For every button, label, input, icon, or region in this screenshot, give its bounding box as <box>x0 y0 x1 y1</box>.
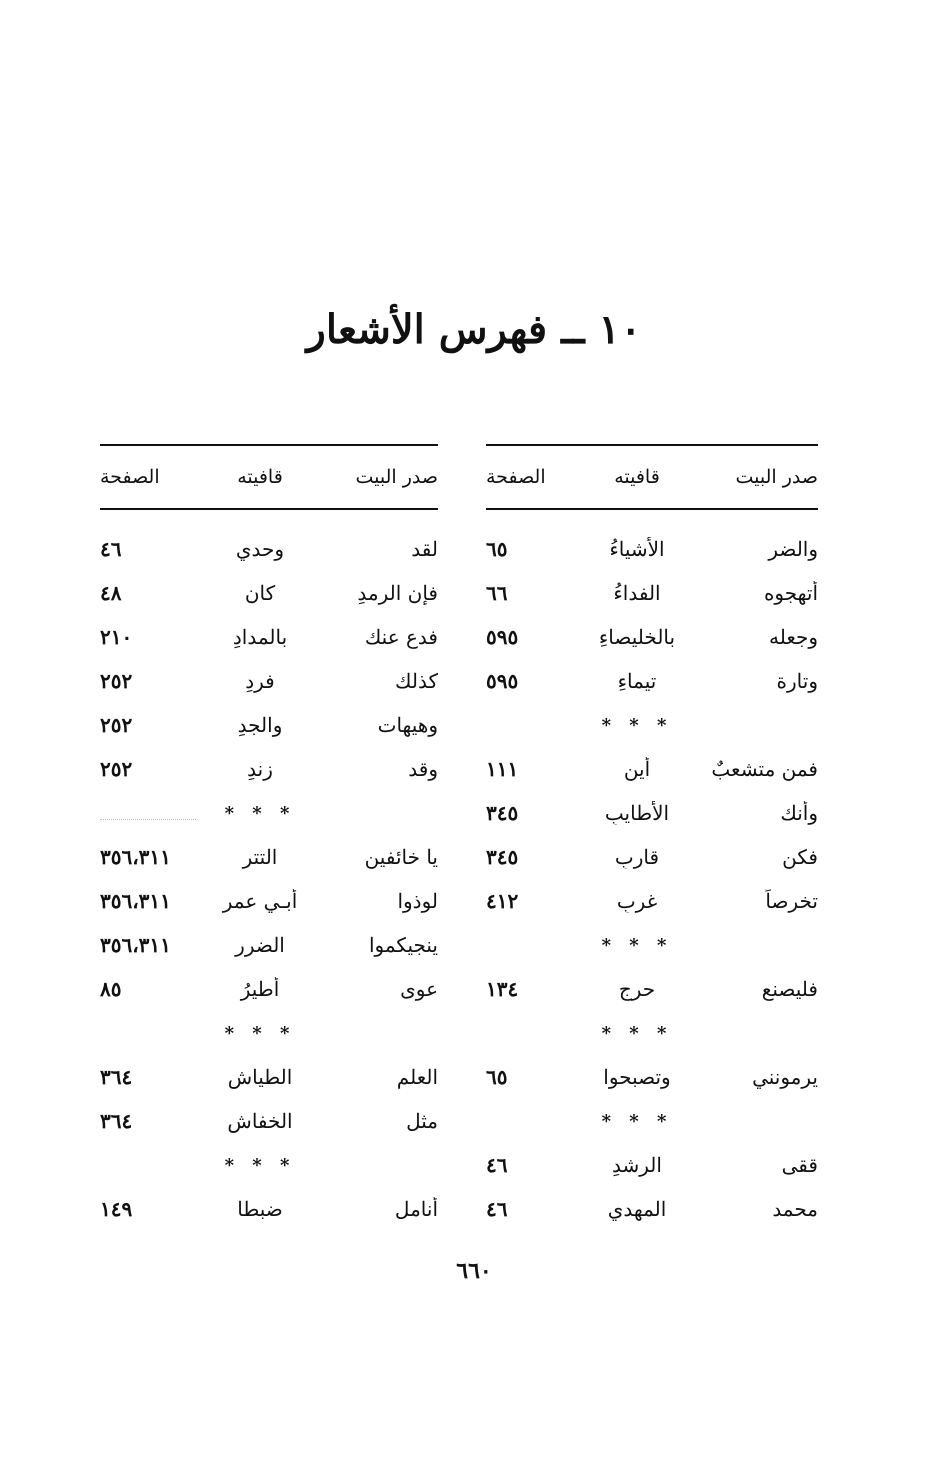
first-line-cell: ققى <box>781 1153 818 1177</box>
separator-stars: * * * <box>601 1022 673 1044</box>
column-header <box>486 446 818 508</box>
page-cell: ٣٥٦،٣١١ <box>100 845 171 869</box>
rhyme-cell: تيماءِ <box>617 669 657 693</box>
page-cell: ٥٩٥ <box>486 625 519 649</box>
first-line-cell: وهيهات <box>377 713 438 737</box>
separator-row <box>486 923 818 967</box>
poetry-index-column-left <box>100 444 438 1231</box>
rhyme-cell: ضبطا <box>237 1197 283 1221</box>
separator-stars: * * * <box>601 1110 673 1132</box>
rhyme-cell: حرجِ <box>618 977 656 1001</box>
index-rows <box>486 510 818 1231</box>
rhyme-cell: التترِ <box>242 845 278 869</box>
separator-row <box>486 703 818 747</box>
first-line-cell: محمد <box>772 1197 818 1221</box>
page-cell: ٣٤٥ <box>486 845 519 869</box>
page-cell: ٦٥ <box>486 537 508 561</box>
rhyme-cell: فردِ <box>245 669 275 693</box>
first-line-cell: وأنك <box>780 801 818 825</box>
rhyme-cell: الطياش <box>227 1065 293 1089</box>
first-line-cell: فدع عنك <box>364 625 438 649</box>
header-first-line: صدر البيت <box>735 466 818 488</box>
index-title: ١٠ ــ فهرس الأشعار <box>306 306 642 353</box>
separator-stars: * * * <box>224 802 296 824</box>
page-cell: ٤٦ <box>486 1197 508 1221</box>
separator-stars: * * * <box>224 1022 296 1044</box>
rhyme-cell: وتصبحوا <box>603 1065 671 1089</box>
separator-stars: * * * <box>601 934 673 956</box>
first-line-cell: أنامل <box>394 1197 438 1221</box>
separator-row <box>100 1011 438 1055</box>
rhyme-cell: الأشياءُ <box>609 537 665 561</box>
first-line-cell: لقد <box>411 537 438 561</box>
page-cell: ٢٥٢ <box>100 713 133 737</box>
index-row <box>100 747 438 791</box>
index-row <box>100 967 438 1011</box>
page-cell: ٥٩٥ <box>486 669 519 693</box>
rhyme-cell: الضرر <box>235 933 285 957</box>
page-cell: ٣٦٤ <box>100 1065 133 1089</box>
index-row <box>100 527 438 571</box>
index-row <box>100 923 438 967</box>
page-cell: ٤٦ <box>486 1153 508 1177</box>
index-row <box>100 1099 438 1143</box>
page-cell: ٣٦٤ <box>100 1109 133 1133</box>
header-first-line: صدر البيت <box>355 466 438 488</box>
first-line-cell: كذلك <box>395 669 438 693</box>
header-page: الصفحة <box>486 466 546 488</box>
rhyme-cell: غربِ <box>616 889 658 913</box>
page-cell: ١١١ <box>486 757 519 781</box>
page-cell: ٢٥٢ <box>100 669 133 693</box>
first-line-cell: فمن متشعبٌ <box>711 757 818 781</box>
first-line-cell: أتهجوه <box>763 581 818 605</box>
header-rhyme: قافيته <box>614 466 660 488</box>
index-row <box>100 659 438 703</box>
separator-row <box>100 1143 438 1187</box>
page-number: ٦٦٠ <box>456 1258 492 1284</box>
first-line-cell: تخرصاً <box>765 889 818 913</box>
first-line-cell: والضر <box>768 537 818 561</box>
index-row <box>486 967 818 1011</box>
header-page: الصفحة <box>100 466 160 488</box>
page-cell: ٨٥ <box>100 977 122 1001</box>
index-row <box>486 835 818 879</box>
first-line-cell: وقد <box>408 757 438 781</box>
first-line-cell: فكن <box>782 845 818 869</box>
separator-stars: * * * <box>224 1154 296 1176</box>
page-cell: ٢٥٢ <box>100 757 133 781</box>
index-row <box>486 791 818 835</box>
rhyme-cell: الأطايبِ <box>604 801 670 825</box>
poetry-index-column-right <box>486 444 818 1231</box>
rhyme-cell: الخفاش <box>227 1109 293 1133</box>
index-row <box>486 1187 818 1231</box>
index-rows <box>100 510 438 1231</box>
first-line-cell: يرمونني <box>752 1065 818 1089</box>
first-line-cell: يا خائفين <box>364 845 438 869</box>
rhyme-cell: المهدي <box>607 1197 667 1221</box>
index-row <box>100 835 438 879</box>
separator-row <box>100 791 438 835</box>
index-row <box>100 615 438 659</box>
page-cell: ٣٥٦،٣١١ <box>100 889 171 913</box>
rhyme-cell: قاربِ <box>614 845 660 869</box>
rhyme-cell: الرشدِ <box>612 1153 662 1177</box>
page-cell: ٤٨ <box>100 581 122 605</box>
first-line-cell: ينجيكموا <box>368 933 438 957</box>
first-line-cell: عوى <box>400 977 438 1001</box>
index-row <box>486 527 818 571</box>
rhyme-cell: زندِ <box>247 757 273 781</box>
page-cell: ٤٦ <box>100 537 122 561</box>
index-row <box>100 571 438 615</box>
index-row <box>100 1055 438 1099</box>
rhyme-cell: وحدي <box>235 537 285 561</box>
header-rhyme: قافيته <box>237 466 283 488</box>
rhyme-cell: بالمدادِ <box>232 625 288 649</box>
page-cell: ٦٦ <box>486 581 508 605</box>
index-row <box>486 747 818 791</box>
page-cell: ١٤٩ <box>100 1197 133 1221</box>
index-row <box>486 659 818 703</box>
first-line-cell: فإن الرمدِ <box>357 581 438 605</box>
first-line-cell: فليصنع <box>761 977 818 1001</box>
index-row <box>486 571 818 615</box>
page-cell: ٦٥ <box>486 1065 508 1089</box>
index-row <box>486 615 818 659</box>
rhyme-cell: والجدِ <box>237 713 283 737</box>
separator-stars: * * * <box>601 714 673 736</box>
rhyme-cell: كان <box>244 581 276 605</box>
index-row <box>486 879 818 923</box>
index-row <box>100 1187 438 1231</box>
rhyme-cell: الفداءُ <box>613 581 661 605</box>
index-row <box>486 1143 818 1187</box>
first-line-cell: مثل <box>406 1109 438 1133</box>
page-cell: ١٣٤ <box>486 977 519 1001</box>
separator-row <box>486 1099 818 1143</box>
page-cell: ٢١٠ <box>100 625 133 649</box>
rhyme-cell: أين <box>623 757 651 781</box>
page-cell: ٣٥٦،٣١١ <box>100 933 171 957</box>
index-row <box>100 703 438 747</box>
page-cell: ٤١٢ <box>486 889 519 913</box>
page-cell: ٣٤٥ <box>486 801 519 825</box>
first-line-cell: العلم <box>396 1065 438 1089</box>
first-line-cell: وتارة <box>776 669 818 693</box>
rhyme-cell: بالخليصاءِ <box>598 625 676 649</box>
rhyme-cell: أبـي عمرِ <box>222 889 298 913</box>
dotted-line <box>100 818 196 820</box>
index-row <box>486 1055 818 1099</box>
index-row <box>100 879 438 923</box>
rhyme-cell: أطيرُ <box>240 977 280 1001</box>
first-line-cell: وجعله <box>768 625 818 649</box>
first-line-cell: لوذوا <box>397 889 438 913</box>
separator-row <box>486 1011 818 1055</box>
column-header <box>100 446 438 508</box>
